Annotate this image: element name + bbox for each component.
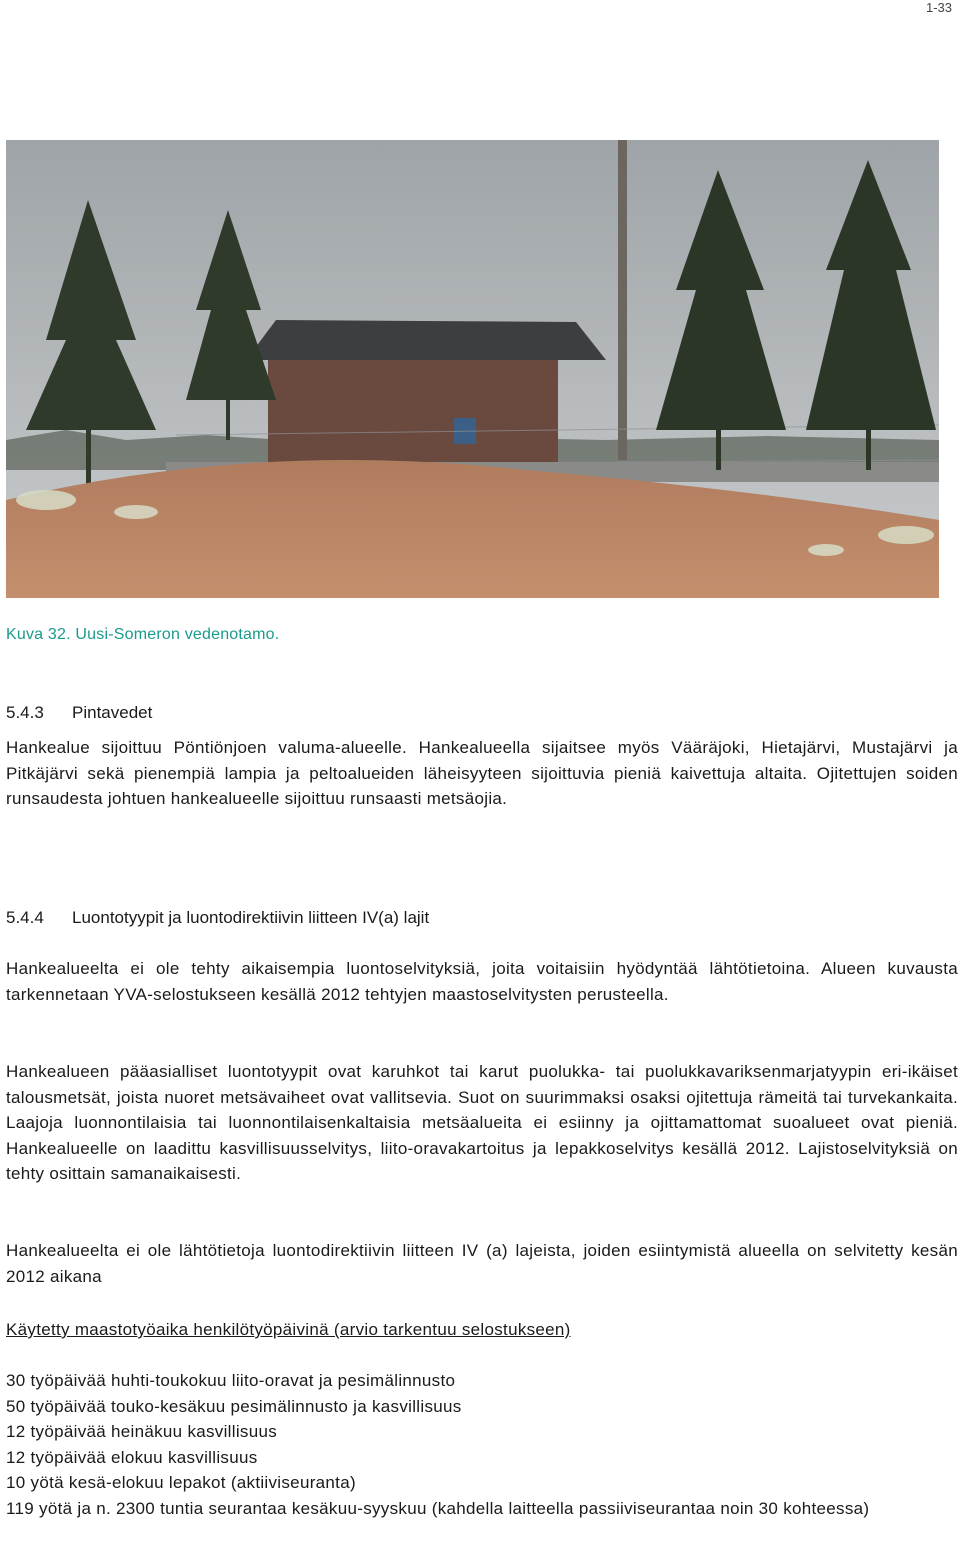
section-title: Pintavedet bbox=[72, 703, 153, 722]
paragraph-habitat-types: Hankealueen pääasialliset luontotyypit ovat karuhkot tai karut puolukka- tai puolukkavariksenmarjatyypin eri-ikäiset talousmetsät, joista nuoret metsävaiheet ovat vallitsevia. Suot on suurimmaksi osaksi ojitettuja rämeitä tai turvekankaita. Laajoja luonnontilaisia tai luonnontilaisenkaltaisia metsäalueita ei esiinny ja ojittamattomat suoalueet ovat pieniä. Hankealueelle on laadittu kasvillisuusselvitys, liito-oravakartoitus ja lepakkoselvitys kesällä 2012. Lajistoselvityksiä on tehty osittain samanaikaisesti. bbox=[6, 1062, 958, 1184]
photo-illustration bbox=[6, 140, 939, 598]
section-title: Luontotyypit ja luontodirektiivin liitteen IV(a) lajit bbox=[72, 908, 430, 927]
list-item: 12 työpäivää heinäkuu kasvillisuus bbox=[6, 1422, 278, 1442]
photo-water-intake-building bbox=[6, 140, 939, 598]
paragraph-annex-iv-species: Hankealueelta ei ole lähtötietoja luontodirektiivin liitteen IV (a) lajeista, joiden esiintymistä alueella on selvitetty kesän 2012 aikana bbox=[6, 1241, 958, 1286]
list-item: 119 yötä ja n. 2300 tuntia seurantaa kesäkuu-syyskuu (kahdella laitteella passiiviseurantaa noin 30 kohteessa) bbox=[6, 1498, 870, 1518]
paragraph-surface-waters: Hankealue sijoittuu Pöntiönjoen valuma-alueelle. Hankealueella sijaitsee myös Vääräjoki, Hietajärvi, Mustajärvi ja Pitkäjärvi sekä pienempiä lampia ja peltoalueiden läheisyyteen sijoittuvia pieniä kaivettuja altaita. Ojitettujen soiden runsaudesta johtuen hankealueelle sijoittuu runsaasti metsäojia. bbox=[6, 738, 958, 809]
paragraph-previous-studies: Hankealueelta ei ole tehty aikaisempia luontoselvityksiä, joita voitaisiin hyödyntää lähtötietoina. Alueen kuvausta tarkennetaan YVA-selostukseen kesällä 2012 tehtyjen maastoselvitysten perusteella. bbox=[6, 959, 958, 1004]
list-item: 30 työpäivää huhti-toukokuu liito-oravat ja pesimälinnusto bbox=[6, 1371, 456, 1390]
workdays-heading: Käytetty maastotyöaika henkilötyöpäivinä (arvio tarkentuu selostukseen) bbox=[6, 1320, 571, 1339]
section-number: 5.4.3 bbox=[6, 703, 44, 722]
list-item: 10 yötä kesä-elokuu lepakot (aktiiviseuranta) bbox=[6, 1473, 356, 1493]
page-number: 1-33 bbox=[925, 0, 952, 15]
section-heading-5-4-3 bbox=[6, 703, 152, 723]
workdays-list bbox=[6, 1368, 958, 1522]
figure-caption: Kuva 32. Uusi-Someron vedenotamo. bbox=[6, 626, 280, 643]
section-heading-5-4-4 bbox=[6, 908, 429, 928]
section-number: 5.4.4 bbox=[6, 908, 44, 927]
list-item: 50 työpäivää touko-kesäkuu pesimälinnusto ja kasvillisuus bbox=[6, 1396, 462, 1416]
list-item: 12 työpäivää elokuu kasvillisuus bbox=[6, 1447, 258, 1467]
